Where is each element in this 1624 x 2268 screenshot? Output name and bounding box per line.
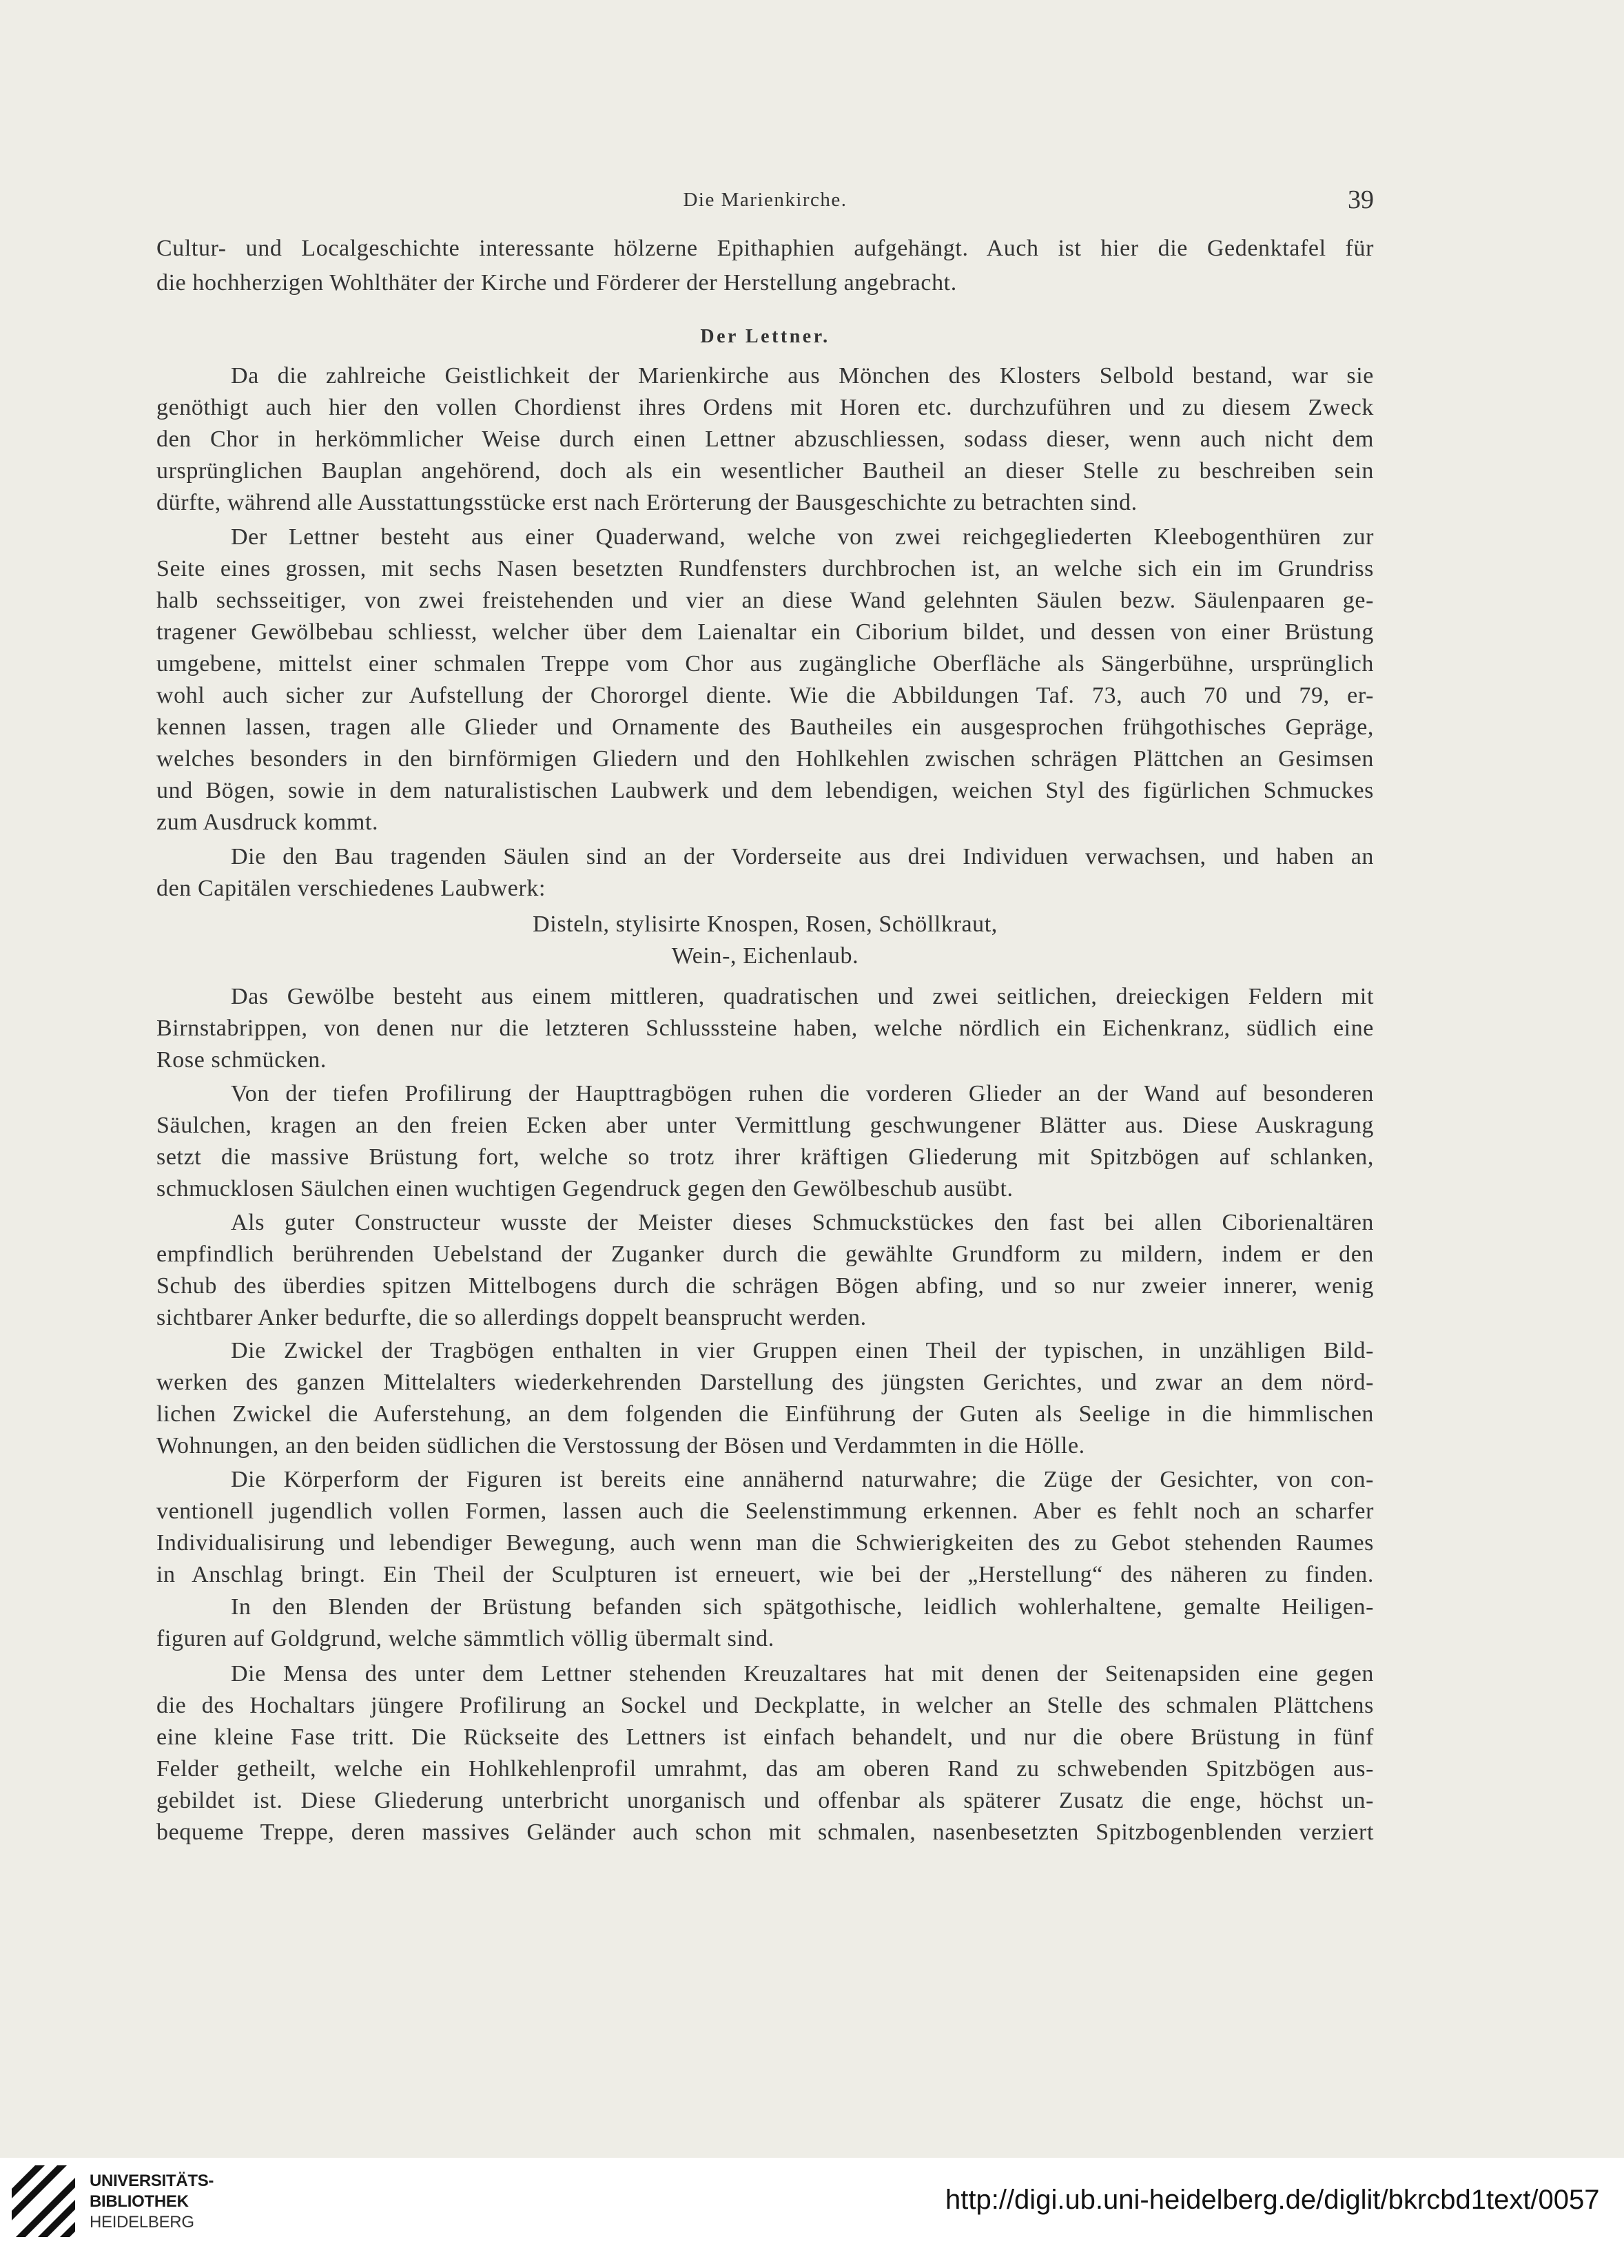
paragraph — [156, 231, 1374, 300]
library-name-line: HEIDELBERG — [90, 2213, 194, 2231]
text-line: die des Hochaltars jüngere Profilirung an Sockel und Deckplatte, in welcher an Stelle des schmalen Plättchens — [156, 1693, 1374, 1718]
paragraph — [156, 360, 1374, 519]
text-line: ventionell jugendlich vollen Formen, lassen auch die Seelenstimmung erkennen. Aber es fehlt noch an scharfer — [156, 1498, 1374, 1524]
paragraph — [156, 1464, 1374, 1591]
text-line: wohl auch sicher zur Aufstellung der Chororgel diente. Wie die Abbildungen Taf. 73, auch 70 und 79, er- — [156, 683, 1374, 708]
paragraph — [156, 981, 1374, 1076]
text-line: In den Blenden der Brüstung befanden sich spätgothische, leidlich wohlerhaltene, gemalte Heiligen- — [231, 1594, 1374, 1620]
text-line: Wohnungen, an den beiden südlichen die Verstossung der Bösen und Verdammten in die Hölle. — [156, 1433, 1085, 1458]
paragraph — [156, 1078, 1374, 1205]
centered-list-line: Disteln, stylisirte Knospen, Rosen, Schöllkraut, — [533, 911, 998, 937]
centered-list-line: Wein-, Eichenlaub. — [671, 943, 859, 969]
text-line: die hochherzigen Wohlthäter der Kirche und Förderer der Herstellung angebracht. — [156, 270, 957, 296]
text-line: Rose schmücken. — [156, 1047, 327, 1073]
library-name-line: BIBLIOTHEK — [90, 2192, 189, 2211]
text-line: sichtbarer Anker bedurfte, die so allerdings doppelt beansprucht werden. — [156, 1305, 867, 1330]
body-text — [156, 360, 1374, 1848]
text-line: Das Gewölbe besteht aus einem mittleren, quadratischen und zwei seitlichen, dreieckigen Feldern mit — [231, 984, 1374, 1009]
text-line: Cultur- und Localgeschichte interessante hölzerne Epithaphien aufgehängt. Auch ist hier die Gedenktafel für — [156, 236, 1374, 261]
text-line: werken des ganzen Mittelalters wiederkehrenden Darstellung des jüngsten Gerichtes, und zwar an dem nörd- — [156, 1370, 1374, 1395]
text-line: genöthigt auch hier den vollen Chordienst ihres Ordens mit Horen etc. durchzuführen und zu diesem Zweck — [156, 395, 1374, 420]
paragraph — [156, 841, 1374, 905]
text-line: bequeme Treppe, deren massives Geländer auch schon mit schmalen, nasenbesetzten Spitzbogenblenden verziert — [156, 1819, 1374, 1845]
text-line: Die den Bau tragenden Säulen sind an der Vorderseite aus drei Individuen verwachsen, und haben an — [231, 844, 1374, 869]
document-url: http://digi.ub.uni-heidelberg.de/diglit/bkrcbd1text/0057 — [945, 2185, 1600, 2215]
text-line: den Capitälen verschiedenes Laubwerk: — [156, 876, 546, 901]
text-line: Säulchen, kragen an den freien Ecken aber unter Vermittlung geschwungener Blätter aus. Diese Auskragung — [156, 1113, 1374, 1138]
library-footer — [0, 2158, 1624, 2268]
text-line: halb sechsseitiger, von zwei freistehenden und vier an diese Wand gelehnten Säulen bezw. Säulenpaaren ge- — [156, 588, 1374, 613]
text-line: welches besonders in den birnförmigen Gliedern und den Hohlkehlen zwischen schrägen Plättchen an Gesimsen — [156, 746, 1374, 772]
text-line: Die Körperform der Figuren ist bereits eine annähernd naturwahre; die Züge der Gesichter, von con- — [231, 1467, 1374, 1492]
page-number: 39 — [1348, 185, 1374, 214]
centered-list — [156, 909, 1374, 972]
running-title: Die Marienkirche. — [683, 189, 847, 211]
text-line: ursprünglichen Bauplan angehörend, doch als ein wesentlicher Bautheil an dieser Stelle zu beschreiben sein — [156, 458, 1374, 484]
text-line: tragener Gewölbebau schliesst, welcher über dem Laienaltar ein Ciborium bildet, und dessen von einer Brüstung — [156, 619, 1374, 645]
running-header — [156, 185, 1374, 214]
text-line: und Bögen, sowie in dem naturalistischen Laubwerk und dem lebendigen, weichen Styl des figürlichen Schmuckes — [156, 778, 1374, 803]
text-line: Die Zwickel der Tragbögen enthalten in vier Gruppen einen Theil der typischen, in unzähligen Bild- — [231, 1338, 1374, 1363]
text-line: kennen lassen, tragen alle Glieder und Ornamente des Bautheiles ein ausgesprochen frühgothisches Gepräge, — [156, 714, 1374, 740]
text-line: Da die zahlreiche Geistlichkeit der Marienkirche aus Mönchen des Klosters Selbold bestand, war sie — [231, 363, 1374, 389]
text-line: Schub des überdies spitzen Mittelbogens durch die schrägen Bögen abfing, und so nur zweier innerer, wenig — [156, 1273, 1374, 1299]
text-line: Individualisirung und lebendiger Bewegung, auch wenn man die Schwierigkeiten des zu Gebot stehenden Raumes — [156, 1530, 1374, 1556]
paragraph — [156, 1658, 1374, 1848]
text-line: Seite eines grossen, mit sechs Nasen besetzten Rundfensters durchbrochen ist, an welche sich ein im Grundriss — [156, 556, 1374, 581]
text-line: umgebene, mittelst einer schmalen Treppe vom Chor aus zugängliche Oberfläche als Sängerbühne, ursprünglich — [156, 651, 1374, 677]
text-line: schmucklosen Säulchen einen wuchtigen Gegendruck gegen den Gewölbeschub ausübt. — [156, 1176, 1014, 1202]
text-line: setzt die massive Brüstung fort, welche so trotz ihrer kräftigen Gliederung mit Spitzbögen auf schlanken, — [156, 1144, 1374, 1170]
text-line: dürfte, während alle Ausstattungsstücke erst nach Erörterung der Bausgeschichte zu betrachten sind. — [156, 490, 1138, 515]
text-line: eine kleine Fase tritt. Die Rückseite des Lettners ist einfach behandelt, und nur die obere Brüstung in fünf — [156, 1724, 1374, 1750]
section-heading: Der Lettner. — [700, 326, 830, 347]
text-line: gebildet ist. Diese Gliederung unterbricht unorganisch und offenbar als späterer Zusatz die enge, höchst un- — [156, 1788, 1374, 1813]
text-line: empfindlich berührenden Uebelstand der Zuganker durch die gewählte Grundform zu mildern, indem er den — [156, 1241, 1374, 1267]
text-line: Als guter Constructeur wusste der Meister dieses Schmuckstückes den fast bei allen Ciborienaltären — [231, 1210, 1374, 1235]
text-line: zum Ausdruck kommt. — [156, 810, 379, 835]
paragraph — [156, 1207, 1374, 1334]
library-name-line: UNIVERSITÄTS- — [90, 2172, 214, 2190]
text-line: Felder getheilt, welche ein Hohlkehlenprofil umrahmt, das am oberen Rand zu schwebenden Spitzbögen aus- — [156, 1756, 1374, 1782]
paragraph — [156, 1335, 1374, 1462]
ub-heidelberg-logo-icon — [12, 2165, 75, 2237]
text-line: in Anschlag bringt. Ein Theil der Sculpturen ist erneuert, wie bei der „Herstellung“ des näheren zu finden. — [156, 1562, 1374, 1587]
text-line: lichen Zwickel die Auferstehung, an dem folgenden die Einführung der Guten als Seelige in die himmlischen — [156, 1401, 1374, 1427]
text-line: den Chor in herkömmlicher Weise durch einen Lettner abzuschliessen, sodass dieser, wenn auch nicht dem — [156, 426, 1374, 452]
paragraph — [156, 522, 1374, 838]
library-name — [90, 2171, 214, 2233]
text-line: Die Mensa des unter dem Lettner stehenden Kreuzaltares hat mit denen der Seitenapsiden eine gegen — [231, 1661, 1374, 1687]
paragraph — [156, 1591, 1374, 1655]
text-line: Von der tiefen Profilirung der Haupttragbögen ruhen die vorderen Glieder an der Wand auf besonderen — [231, 1081, 1374, 1106]
text-line: Birnstabrippen, von denen nur die letzteren Schlusssteine haben, welche nördlich ein Eichenkranz, südlich eine — [156, 1016, 1374, 1041]
text-line: figuren auf Goldgrund, welche sämmtlich völlig übermalt sind. — [156, 1626, 774, 1651]
text-line: Der Lettner besteht aus einer Quaderwand, welche von zwei reichgegliederten Kleebogenthüren zur — [231, 524, 1374, 550]
